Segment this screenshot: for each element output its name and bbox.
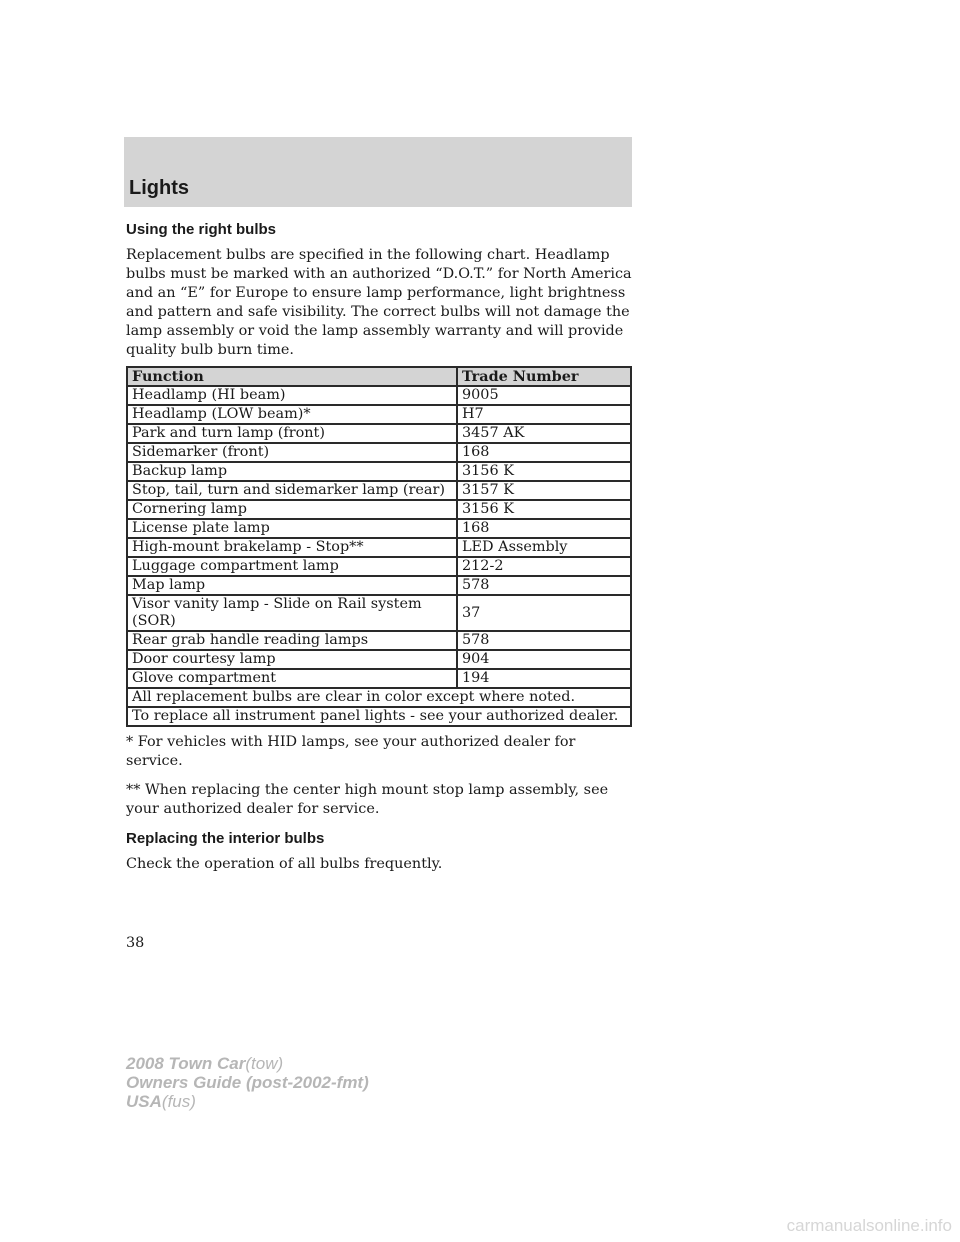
table-row (127, 481, 631, 500)
function-cell: Rear grab handle reading lamps (127, 631, 457, 650)
footnote-hid: * For vehicles with HID lamps, see your authorized dealer for service. (126, 734, 576, 769)
table-row (127, 443, 631, 462)
trade-number-cell: 168 (457, 443, 631, 462)
table-row (127, 538, 631, 557)
function-cell: Map lamp (127, 576, 457, 595)
heading-using-right-bulbs: Using the right bulbs (126, 221, 276, 238)
function-cell: Headlamp (HI beam) (127, 386, 457, 405)
function-cell: Visor vanity lamp - Slide on Rail system (SOR) (127, 595, 457, 631)
function-cell: Glove compartment (127, 669, 457, 688)
section-header-band (124, 137, 632, 207)
function-cell: Headlamp (LOW beam)* (127, 405, 457, 424)
function-cell: Park and turn lamp (front) (127, 424, 457, 443)
trade-number-cell: 9005 (457, 386, 631, 405)
footer-line-2 (126, 1073, 369, 1092)
table-row (127, 576, 631, 595)
table-row (127, 424, 631, 443)
trade-number-cell: 3156 K (457, 462, 631, 481)
footer-line-1 (126, 1054, 369, 1073)
table-note-row (127, 707, 631, 726)
trade-number-cell: 3157 K (457, 481, 631, 500)
table-row (127, 405, 631, 424)
check-bulbs-paragraph: Check the operation of all bulbs frequently. (126, 856, 443, 872)
trade-number-cell: 578 (457, 576, 631, 595)
table-row (127, 631, 631, 650)
table-row (127, 462, 631, 481)
page-number: 38 (126, 935, 145, 951)
footer-line-3 (126, 1092, 369, 1111)
function-cell: Cornering lamp (127, 500, 457, 519)
trade-number-cell: LED Assembly (457, 538, 631, 557)
table-row (127, 650, 631, 669)
function-cell: Stop, tail, turn and sidemarker lamp (rear) (127, 481, 457, 500)
table-row (127, 519, 631, 538)
trade-number-cell: 212-2 (457, 557, 631, 576)
footer-model-code: (tow) (245, 1054, 284, 1073)
table-row (127, 669, 631, 688)
trade-number-cell: 578 (457, 631, 631, 650)
table-row (127, 557, 631, 576)
trade-number-cell: 168 (457, 519, 631, 538)
function-cell: Door courtesy lamp (127, 650, 457, 669)
trade-number-cell: 904 (457, 650, 631, 669)
bulb-table (126, 366, 632, 727)
function-cell: Sidemarker (front) (127, 443, 457, 462)
section-title: Lights (129, 177, 189, 199)
column-header-function: Function (127, 367, 457, 386)
table-note: To replace all instrument panel lights - see your authorized dealer. (127, 707, 631, 726)
trade-number-cell: H7 (457, 405, 631, 424)
table-note-row (127, 688, 631, 707)
footnote-stop-lamp: ** When replacing the center high mount stop lamp assembly, see your authorized dealer for service. (126, 782, 609, 817)
function-cell: Backup lamp (127, 462, 457, 481)
column-header-trade-number: Trade Number (457, 367, 631, 386)
document-footer (126, 1054, 369, 1111)
trade-number-cell: 3457 AK (457, 424, 631, 443)
trade-number-cell: 37 (457, 595, 631, 631)
footer-market-code: (fus) (161, 1092, 196, 1111)
function-cell: High-mount brakelamp - Stop** (127, 538, 457, 557)
trade-number-cell: 194 (457, 669, 631, 688)
intro-paragraph: Replacement bulbs are specified in the following chart. Headlamp bulbs must be marked with an authorized “D.O.T.” for North America and an “E” for Europe to ensure lamp performance, light brightness and pattern and safe visibility. The correct bulbs will not damage the lamp assembly or void the lamp assembly warranty and will provide quality bulb burn time. (126, 247, 632, 358)
site-watermark: carmanualsonline.info (786, 1216, 952, 1235)
table-header-row (127, 367, 631, 386)
table-note: All replacement bulbs are clear in color except where noted. (127, 688, 631, 707)
table-row (127, 595, 631, 631)
table-row (127, 386, 631, 405)
heading-replacing-interior-bulbs: Replacing the interior bulbs (126, 830, 325, 847)
footer-model: 2008 Town Car (126, 1054, 246, 1073)
table-row (127, 500, 631, 519)
trade-number-cell: 3156 K (457, 500, 631, 519)
footer-market: USA (126, 1092, 162, 1111)
function-cell: License plate lamp (127, 519, 457, 538)
footer-guide: Owners Guide (post-2002-fmt) (126, 1073, 369, 1092)
page-content (126, 220, 632, 874)
function-cell: Luggage compartment lamp (127, 557, 457, 576)
